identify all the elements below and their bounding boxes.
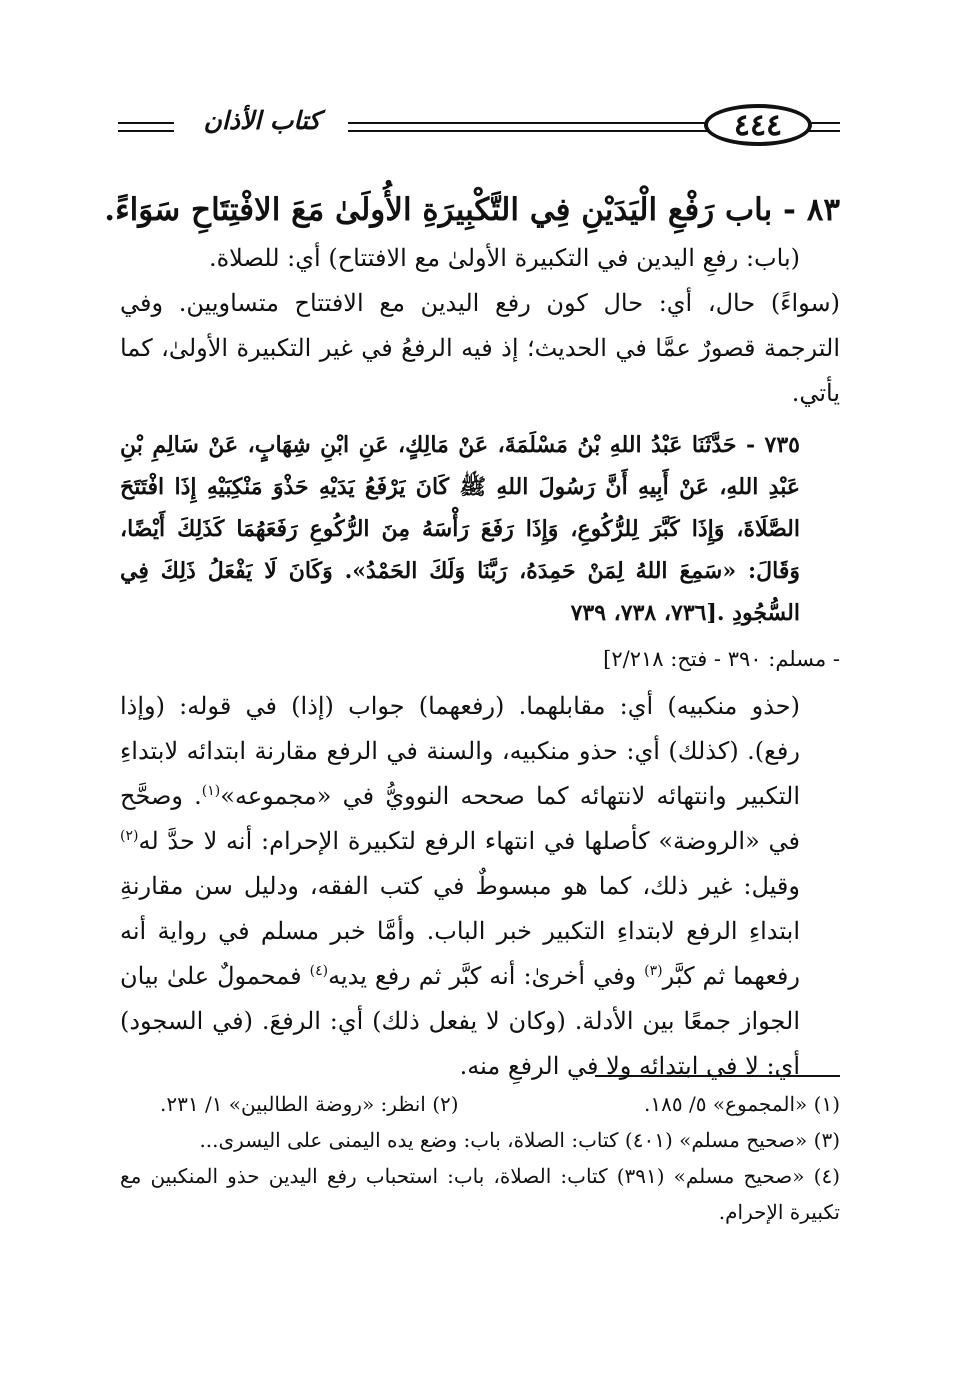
footnote-2: (٢) انظر: «روضة الطالبين» ١/ ٢٣١. (160, 1092, 459, 1116)
footnotes (120, 1086, 840, 1230)
footnote-1: (١) «المجموع» ٥/ ١٨٥. (644, 1092, 840, 1116)
commentary-paragraph-3 (120, 684, 840, 1089)
commentary-paragraph-1: (باب: رفعِ اليدين في التكبيرة الأولىٰ مع الافتتاح) أي: للصلاة. (208, 244, 800, 272)
commentary-text: . وصحَّح في «الروضة» كأصلها في انتهاء الرفع لتكبيرة الإحرام: أنه لا حدَّ له (120, 782, 800, 855)
commentary-paragraph-2: (سواءً) حال، أي: حال كون رفع اليدين مع الافتتاح متساويين. وفي الترجمة قصورٌ عمَّا في الحديث؛ إذ فيه الرفعُ في غير التكبيرة الأولىٰ، كما يأتي. (120, 289, 841, 407)
footnote-marker-3[interactable]: (٣) (644, 963, 663, 979)
footnote-row (120, 1086, 840, 1122)
main-text (104, 186, 841, 1089)
footnote-marker-2[interactable]: (٢) (120, 828, 139, 844)
book-title: كتاب الأذان (178, 106, 346, 135)
page-header (118, 104, 840, 150)
hadith-text: ٧٣٥ - حَدَّثَنَا عَبْدُ اللهِ بْنُ مَسْلَمَةَ، عَنْ مَالِكٍ، عَنِ ابْنِ شِهَابٍ، عَنْ سَالِمِ بْنِ عَبْدِ اللهِ، عَنْ أَبِيهِ أَنَّ رَسُولَ اللهِ ﷺ كَانَ يَرْفَعُ يَدَيْهِ حَذْوَ مَنْكِبَيْهِ إِذَا افْتَتَحَ الصَّلَاةَ، وَإِذَا كَبَّرَ لِلرُّكُوعِ، وَإِذَا رَفَعَ رَأْسَهُ مِنَ الرُّكُوعِ رَفَعَهُمَا كَذَلِكَ أَيْضًا، وَقَالَ: «سَمِعَ اللهُ لِمَنْ حَمِدَهُ، رَبَّنَا وَلَكَ الحَمْدُ». وَكَانَ لَا يَفْعَلُ ذَلِكَ فِي السُّجُودِ .[٧٣٦، ٧٣٨، ٧٣٩ (120, 432, 800, 626)
footnote-3: (٣) «صحيح مسلم» (٤٠١) كتاب: الصلاة، باب: وضع يده اليمنى على اليسرى... (199, 1128, 840, 1152)
header-rule-right (810, 122, 840, 132)
page-number: ٤٤٤ (704, 104, 812, 146)
hadith-references: - مسلم: ٣٩٠ - فتح: ٢/٢١٨] (603, 647, 840, 671)
commentary-text: وقيل: غير ذلك، كما هو مبسوطٌ في كتب الفقه، ودليل سن مقارنةِ ابتداءِ الرفع لابتداءِ التكبير خبر الباب. وأمَّا خبر مسلم في رواية أنه رفعهما ثم كبَّر (120, 872, 800, 990)
footnote-marker-4[interactable]: (٤) (309, 963, 329, 979)
commentary-text: (حذو منكبيه) أي: مقابلهما. (رفعهما) جواب (إذا) في قوله: (وإذا رفع). (كذلك) أي: حذو منكبيه، والسنة في الرفع مقارنة ابتدائه لابتداءِ التكبير وانتهائه لانتهائه كما صححه النوويُّ في «مجموعه» (120, 692, 801, 810)
commentary-text: فمحمولٌ علىٰ بيان الجواز جمعًا بين الأدلة. (وكان لا يفعل ذلك) أي: الرفعَ. (في السجود) أي: لا في ابتدائه ولا في الرفعِ منه. (120, 962, 800, 1080)
header-rule-left (118, 122, 174, 132)
footnote-marker-1[interactable]: (١) (201, 783, 221, 799)
footnote-divider (595, 1075, 840, 1077)
chapter-heading: ٨٣ - باب رَفْعِ الْيَدَيْنِ فِي التَّكْبِيرَةِ الأُولَىٰ مَعَ الافْتِتَاحِ سَوَاءً. (104, 192, 840, 228)
commentary-text: وفي أخرىٰ: أنه كبَّر ثم رفع يديه (328, 962, 645, 990)
footnote-4: (٤) «صحيح مسلم» (٣٩١) كتاب: الصلاة، باب: استحباب رفع اليدين حذو المنكبين مع تكبيرة الإحرام. (120, 1164, 840, 1224)
